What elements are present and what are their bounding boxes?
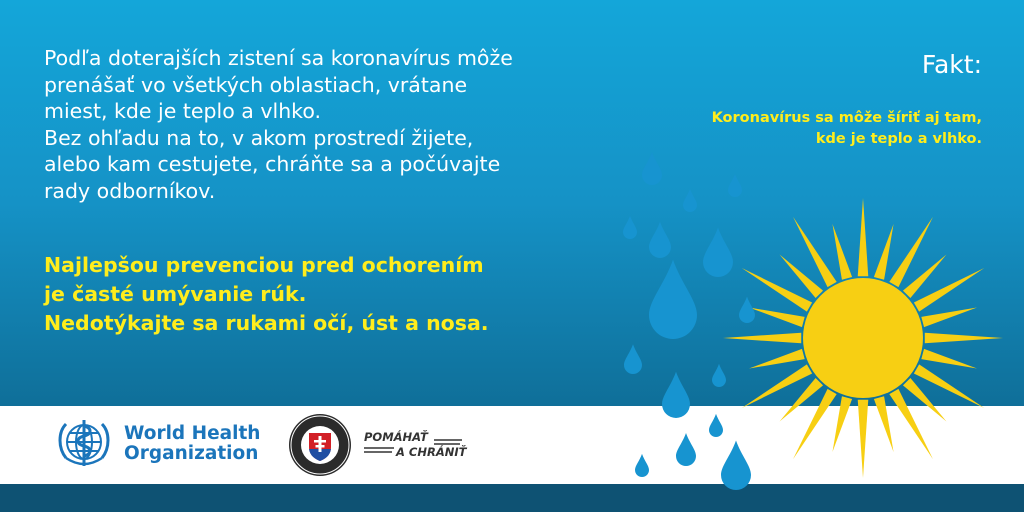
water-drop-icon — [635, 454, 649, 477]
sun-ray — [921, 349, 977, 369]
sun-ray — [749, 307, 805, 327]
water-drop-icon — [662, 372, 690, 418]
police-motto — [364, 430, 466, 460]
advice-line: Najlepšou prevenciou pred ochorením — [44, 253, 484, 277]
motto-line: A CHRÁNIŤ — [396, 445, 467, 459]
who-name-line: World Health — [124, 423, 261, 444]
water-drop-icon — [683, 189, 697, 212]
main-line: rady odborníkov. — [44, 178, 216, 203]
sun-icon — [723, 198, 1003, 478]
fact-line: Koronavírus sa môže šíriť aj tam, — [711, 110, 982, 126]
sun-ray — [925, 333, 1003, 344]
who-name — [124, 424, 260, 464]
water-drop-icon — [624, 344, 642, 374]
motto-line: POMÁHAŤ — [364, 430, 428, 444]
fact-line: kde je teplo a vlhko. — [815, 131, 982, 147]
water-drop-icon — [739, 297, 755, 323]
main-line: prenášať vo všetkých oblastiach, vrátane — [44, 72, 468, 97]
main-line: alebo kam cestujete, chráňte sa a počúvajte — [44, 152, 501, 176]
water-drop-icon — [712, 364, 726, 387]
fact-text — [652, 108, 982, 150]
sun-ray — [921, 307, 977, 327]
main-line: miest, kde je teplo a vlhko. — [44, 99, 322, 123]
water-drop-icon — [642, 152, 662, 185]
water-drop-icon — [623, 216, 637, 239]
sun-ray — [832, 396, 852, 452]
who-logo — [52, 412, 260, 476]
prevention-advice — [44, 251, 564, 338]
main-line: Podľa doterajších zistení sa koronavírus môže — [44, 46, 513, 70]
water-drops — [623, 152, 755, 490]
sun-ray — [832, 224, 852, 280]
who-name-line: Organization — [124, 443, 259, 464]
sun-ray — [874, 396, 894, 452]
sun-ray — [749, 349, 805, 369]
water-drop-icon — [721, 441, 751, 491]
police-seal-icon — [288, 413, 352, 477]
sun-ray — [858, 400, 869, 478]
main-message — [44, 45, 564, 204]
water-drop-icon — [649, 260, 697, 339]
advice-line: Nedotýkajte sa rukami očí, úst a nosa. — [44, 311, 489, 335]
who-emblem-icon — [52, 412, 116, 476]
sun-ray — [858, 198, 869, 276]
water-drop-icon — [703, 228, 733, 278]
main-line: Bez ohľadu na to, v akom prostredí žijete, — [44, 125, 474, 150]
water-drop-icon — [649, 222, 671, 258]
sun-ray — [723, 333, 801, 344]
sun-ray — [874, 224, 894, 280]
advice-line: je časté umývanie rúk. — [44, 282, 307, 306]
water-drop-icon — [709, 414, 723, 437]
water-drop-icon — [676, 433, 696, 466]
fact-label: Fakt: — [921, 50, 982, 79]
water-drop-icon — [728, 174, 742, 197]
